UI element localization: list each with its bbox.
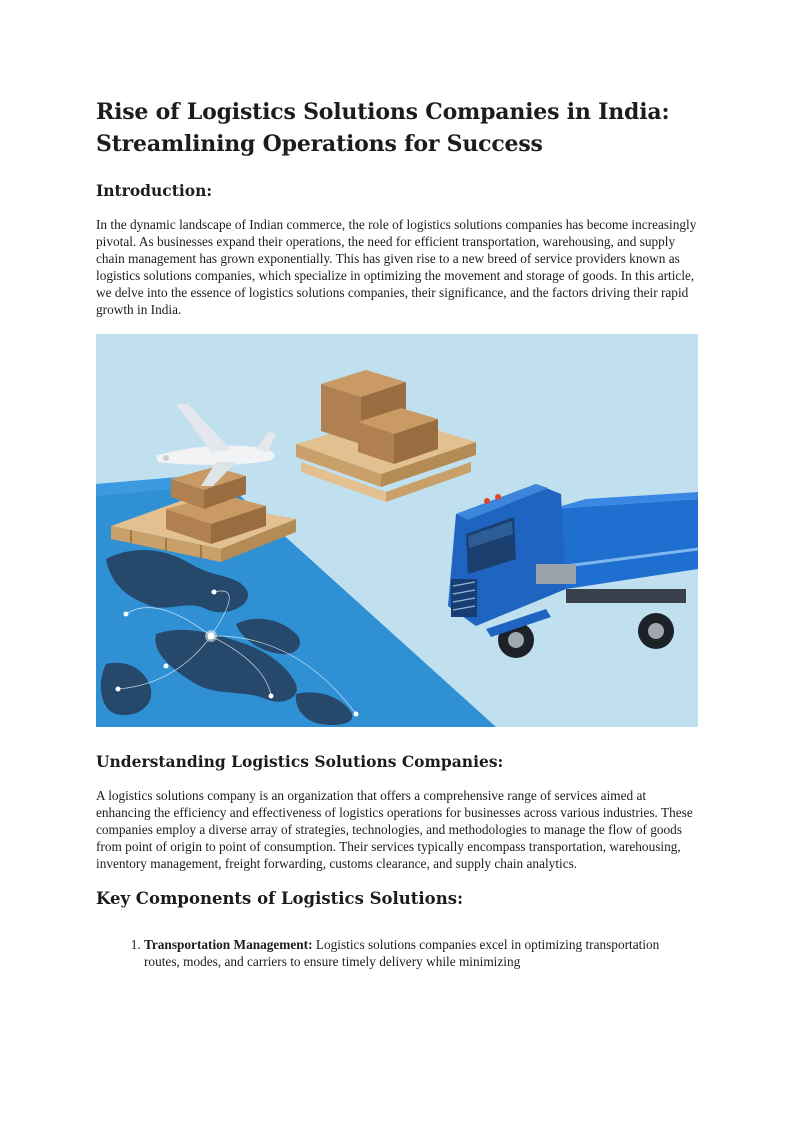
- logistics-hero-image: [96, 334, 698, 727]
- list-item-text: Logistics solutions companies excel in optimizing transportation routes, modes, and carriers to ensure timely delivery while minimizing: [144, 937, 660, 969]
- section-heading-understanding: Understanding Logistics Solutions Companies:: [96, 752, 504, 771]
- document-page: [96, 96, 698, 970]
- intro-heading: Introduction:: [96, 181, 213, 200]
- section-heading-key-components: Key Components of Logistics Solutions:: [96, 889, 464, 908]
- understanding-paragraph: A logistics solutions company is an organization that offers a comprehensive range of services aimed at enhancing the efficiency and effectiveness of logistics operations for businesses across various industries. These companies employ a diverse array of strategies, technologies, and methodologies to manage the flow of goods from point of origin to point of consumption. Their services typically encompass transportation, warehousing, inventory management, freight forwarding, customs clearance, and supply chain analytics.: [96, 788, 693, 871]
- intro-paragraph: In the dynamic landscape of Indian commerce, the role of logistics solutions companies has become increasingly pivotal. As businesses expand their operations, the need for efficient transportation, warehousing, and supply chain management has grown exponentially. This has given rise to a new breed of service providers known as logistics solutions companies, which specialize in optimizing the movement and storage of goods. In this article, we delve into the essence of logistics solutions companies, their significance, and the factors driving their rapid growth in India.: [96, 217, 697, 317]
- components-list: [96, 936, 698, 970]
- list-item: [144, 936, 698, 970]
- article-title: Rise of Logistics Solutions Companies in India: Streamlining Operations for Success: [96, 99, 670, 157]
- list-item-title: Transportation Management:: [144, 937, 313, 952]
